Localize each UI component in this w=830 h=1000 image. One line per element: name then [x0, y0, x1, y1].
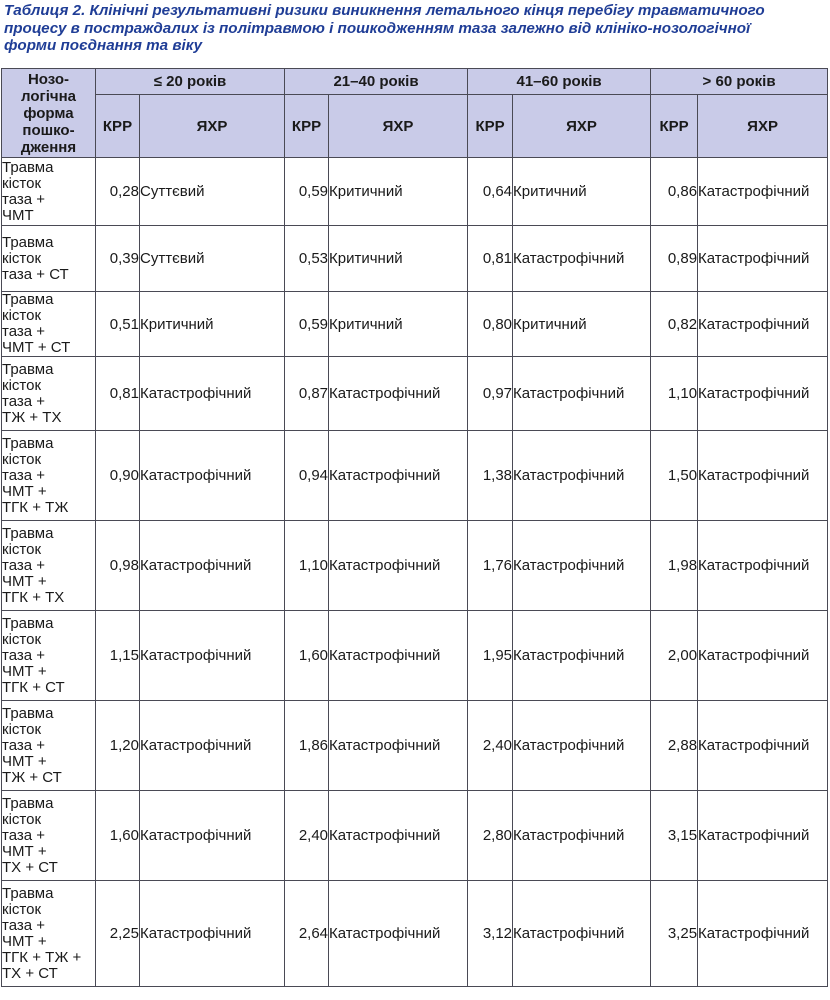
table-row: [2, 357, 828, 431]
krr-value-cell: 0,53: [285, 226, 329, 292]
yakhr-value-cell: Критичний: [329, 158, 468, 226]
krr-value-cell: 1,20: [96, 701, 140, 791]
table-row: [2, 292, 828, 357]
header-krr: КРР: [96, 95, 140, 158]
table-row: [2, 158, 828, 226]
krr-value-cell: 0,64: [468, 158, 513, 226]
krr-value-cell: 2,64: [285, 881, 329, 987]
injury-form-cell: Травма кісток таза + ЧМТ + ТЖ + СТ: [2, 701, 96, 791]
header-age-group: 41–60 років: [468, 69, 651, 95]
yakhr-value-cell: Катастрофічний: [329, 701, 468, 791]
yakhr-value-cell: Катастрофічний: [140, 791, 285, 881]
krr-value-cell: 0,97: [468, 357, 513, 431]
yakhr-value-cell: Катастрофічний: [140, 521, 285, 611]
yakhr-value-cell: Катастрофічний: [513, 611, 651, 701]
yakhr-value-cell: Катастрофічний: [513, 431, 651, 521]
yakhr-value-cell: Катастрофічний: [698, 158, 828, 226]
krr-value-cell: 3,12: [468, 881, 513, 987]
header-form: Нозо- логічна форма пошко- дження: [2, 69, 96, 158]
yakhr-value-cell: Катастрофічний: [513, 357, 651, 431]
header-yakhr: ЯХР: [329, 95, 468, 158]
table-row: [2, 226, 828, 292]
yakhr-value-cell: Катастрофічний: [513, 226, 651, 292]
yakhr-value-cell: Критичний: [513, 292, 651, 357]
krr-value-cell: 1,60: [96, 791, 140, 881]
injury-form-cell: Травма кісток таза + ТЖ + ТХ: [2, 357, 96, 431]
injury-form-cell: Травма кісток таза + ЧМТ + ТГК + ТХ: [2, 521, 96, 611]
injury-form-cell: Травма кісток таза + ЧМТ + ТГК + ТЖ: [2, 431, 96, 521]
table-row: [2, 791, 828, 881]
krr-value-cell: 1,60: [285, 611, 329, 701]
yakhr-value-cell: Катастрофічний: [329, 521, 468, 611]
injury-form-cell: Травма кісток таза + ЧМТ: [2, 158, 96, 226]
table-row: [2, 521, 828, 611]
table-body: [2, 158, 828, 987]
injury-form-cell: Травма кісток таза + ЧМТ + ТГК + СТ: [2, 611, 96, 701]
header-yakhr: ЯХР: [698, 95, 828, 158]
krr-value-cell: 3,15: [651, 791, 698, 881]
krr-value-cell: 0,51: [96, 292, 140, 357]
krr-value-cell: 0,59: [285, 158, 329, 226]
yakhr-value-cell: Катастрофічний: [329, 611, 468, 701]
yakhr-value-cell: Катастрофічний: [140, 701, 285, 791]
krr-value-cell: 1,38: [468, 431, 513, 521]
yakhr-value-cell: Катастрофічний: [698, 881, 828, 987]
krr-value-cell: 1,98: [651, 521, 698, 611]
krr-value-cell: 1,15: [96, 611, 140, 701]
krr-value-cell: 0,59: [285, 292, 329, 357]
krr-value-cell: 0,89: [651, 226, 698, 292]
yakhr-value-cell: Суттєвий: [140, 158, 285, 226]
yakhr-value-cell: Катастрофічний: [140, 357, 285, 431]
krr-value-cell: 1,10: [651, 357, 698, 431]
krr-value-cell: 0,81: [468, 226, 513, 292]
krr-value-cell: 2,80: [468, 791, 513, 881]
yakhr-value-cell: Катастрофічний: [513, 521, 651, 611]
header-krr: КРР: [285, 95, 329, 158]
injury-form-cell: Травма кісток таза + ЧМТ + ТГК + ТЖ + ТХ + СТ: [2, 881, 96, 987]
yakhr-value-cell: Катастрофічний: [513, 881, 651, 987]
krr-value-cell: 0,81: [96, 357, 140, 431]
header-yakhr: ЯХР: [513, 95, 651, 158]
yakhr-value-cell: Катастрофічний: [140, 611, 285, 701]
yakhr-value-cell: Критичний: [140, 292, 285, 357]
yakhr-value-cell: Катастрофічний: [140, 881, 285, 987]
table-row: [2, 431, 828, 521]
yakhr-value-cell: Катастрофічний: [698, 357, 828, 431]
krr-value-cell: 3,25: [651, 881, 698, 987]
yakhr-value-cell: Критичний: [329, 292, 468, 357]
injury-form-cell: Травма кісток таза + ЧМТ + СТ: [2, 292, 96, 357]
injury-form-cell: Травма кісток таза + ЧМТ + ТХ + СТ: [2, 791, 96, 881]
yakhr-value-cell: Катастрофічний: [513, 791, 651, 881]
header-age-group: > 60 років: [651, 69, 828, 95]
table-row: [2, 611, 828, 701]
header-age-group: 21–40 років: [285, 69, 468, 95]
krr-value-cell: 2,00: [651, 611, 698, 701]
krr-value-cell: 1,95: [468, 611, 513, 701]
krr-value-cell: 2,40: [468, 701, 513, 791]
krr-value-cell: 2,88: [651, 701, 698, 791]
header-row-ages: [2, 69, 828, 95]
krr-value-cell: 0,39: [96, 226, 140, 292]
yakhr-value-cell: Катастрофічний: [698, 431, 828, 521]
yakhr-value-cell: Катастрофічний: [698, 611, 828, 701]
header-yakhr: ЯХР: [140, 95, 285, 158]
krr-value-cell: 0,86: [651, 158, 698, 226]
header-krr: КРР: [468, 95, 513, 158]
header-age-group: ≤ 20 років: [96, 69, 285, 95]
yakhr-value-cell: Катастрофічний: [698, 701, 828, 791]
injury-form-cell: Травма кісток таза + СТ: [2, 226, 96, 292]
yakhr-value-cell: Катастрофічний: [698, 226, 828, 292]
yakhr-value-cell: Катастрофічний: [698, 791, 828, 881]
krr-value-cell: 1,86: [285, 701, 329, 791]
yakhr-value-cell: Катастрофічний: [698, 292, 828, 357]
yakhr-value-cell: Катастрофічний: [329, 357, 468, 431]
krr-value-cell: 0,80: [468, 292, 513, 357]
krr-value-cell: 0,94: [285, 431, 329, 521]
krr-value-cell: 2,40: [285, 791, 329, 881]
yakhr-value-cell: Суттєвий: [140, 226, 285, 292]
header-krr: КРР: [651, 95, 698, 158]
header-row-metrics: [2, 95, 828, 158]
krr-value-cell: 1,50: [651, 431, 698, 521]
krr-value-cell: 0,87: [285, 357, 329, 431]
yakhr-value-cell: Катастрофічний: [513, 701, 651, 791]
yakhr-value-cell: Критичний: [513, 158, 651, 226]
yakhr-value-cell: Катастрофічний: [329, 881, 468, 987]
yakhr-value-cell: Катастрофічний: [698, 521, 828, 611]
table-row: [2, 881, 828, 987]
krr-value-cell: 1,10: [285, 521, 329, 611]
krr-value-cell: 0,90: [96, 431, 140, 521]
yakhr-value-cell: Катастрофічний: [140, 431, 285, 521]
table-caption: Таблиця 2. Клінічні результативні ризики виникнення летального кінця перебігу травматичного процесу в постраждалих із політравмою і пошкодженням таза залежно від клініко-нозологічної форми поєднання та віку: [4, 2, 765, 54]
risk-table: [1, 68, 828, 987]
krr-value-cell: 0,98: [96, 521, 140, 611]
krr-value-cell: 0,82: [651, 292, 698, 357]
krr-value-cell: 1,76: [468, 521, 513, 611]
krr-value-cell: 2,25: [96, 881, 140, 987]
yakhr-value-cell: Катастрофічний: [329, 791, 468, 881]
krr-value-cell: 0,28: [96, 158, 140, 226]
yakhr-value-cell: Критичний: [329, 226, 468, 292]
yakhr-value-cell: Катастрофічний: [329, 431, 468, 521]
table-row: [2, 701, 828, 791]
